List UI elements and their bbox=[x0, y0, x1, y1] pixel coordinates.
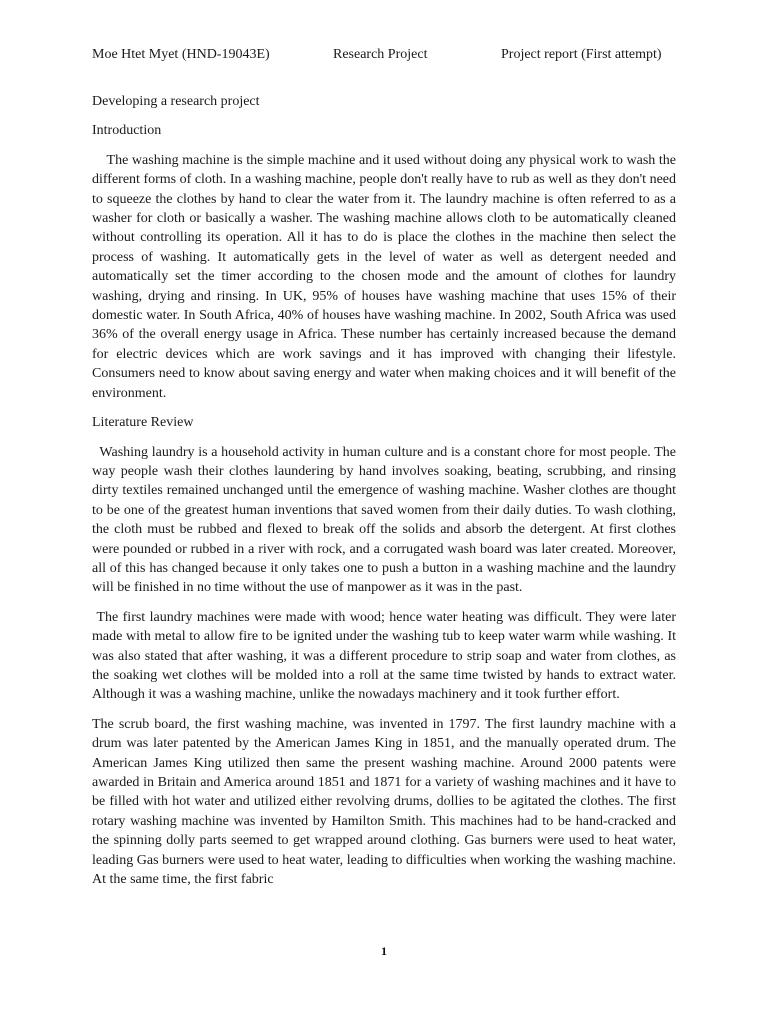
page-number: 1 bbox=[381, 944, 387, 958]
literature-paragraph: The scrub board, the first washing machine, was invented in 1797. The first laundry machine with a drum was later patented by the American James King in 1851, and the manually operated drum. The American James King utilized then same the present washing machine. Around 2000 patents were awarded in Britain and America around 1851 and 1871 for a variety of washing machines and it have to be filled with hot water and utilized either revolving drums, dollies to be agitated the clothes. The first rotary washing machine was invented by Hamilton Smith. This machines had to be hand-cracked and the spinning dolly parts seemed to get wrapped around clothing. Gas burners were used to heat water, leading Gas burners were used to heat water, leading to difficulties when working the washing machine. At the same time, the first fabric bbox=[92, 716, 680, 888]
literature-review-heading: Literature Review bbox=[92, 415, 194, 431]
header-report: Project report (First attempt) bbox=[501, 47, 662, 62]
page-header bbox=[92, 47, 682, 67]
header-project: Research Project bbox=[333, 47, 428, 62]
document-title: Developing a research project bbox=[92, 94, 260, 109]
header-author: Moe Htet Myet (HND-19043E) bbox=[92, 47, 270, 62]
literature-paragraph: The first laundry machines were made with wood; hence water heating was difficult. They were later made with metal to allow fire to be ignited under the washing tub to keep water warm while washing. It was also stated that after washing, it was a different procedure to strip soap and water from clothes, as the soaking wet clothes will be molded into a roll at the same time twisted by hands to extract water. Although it was a washing machine, unlike the nowadays machinery and it took further effort. bbox=[92, 609, 680, 703]
document-body bbox=[92, 92, 680, 899]
literature-paragraph: Washing laundry is a household activity in human culture and is a constant chore for most people. The way people wash their clothes laundering by hand involves soaking, beating, scrubbing, and rinsing dirty textiles remained unchanged until the emergence of washing machine. Washer clothes are thought to be one of the greatest human inventions that saved women from their daily duties. To wash clothing, the cloth must be rubbed and flexed to break off the solids and absorb the detergent. At first clothes were pounded or rubbed in a river with rock, and a corrugated wash board was later created. Moreover, all of this has changed because it only takes one to push a button in a washing machine and the laundry will be finished in no time without the use of manpower as it was in the past. bbox=[92, 444, 680, 596]
introduction-heading: Introduction bbox=[92, 123, 162, 139]
introduction-paragraph: The washing machine is the simple machine and it used without doing any physical work to wash the different forms of cloth. In a washing machine, people don't really have to rub as well as they don't need to squeeze the clothes by hand to clear the water from it. The laundry machine is often referred to as a washer for cloth or basically a washer. The washing machine allows cloth to be automatically cleaned without controlling its operation. All it has to do is place the clothes in the machine then select the process of washing. It automatically gets in the level of water as well as detergent needed and automatically set the timer according to the chosen mode and the amount of clothes for laundry washing, drying and rinsing. In UK, 95% of houses have washing machine that uses 15% of their domestic water. In South Africa, 40% of houses have washing machine. In 2002, South Africa was used 36% of the overall energy usage in Africa. These number has certainly increased because the demand for electric devices which are work savings and it has improved with changing their lifestyle. Consumers need to know about saving energy and water when making choices and it will benefit of the environment. bbox=[92, 152, 680, 401]
